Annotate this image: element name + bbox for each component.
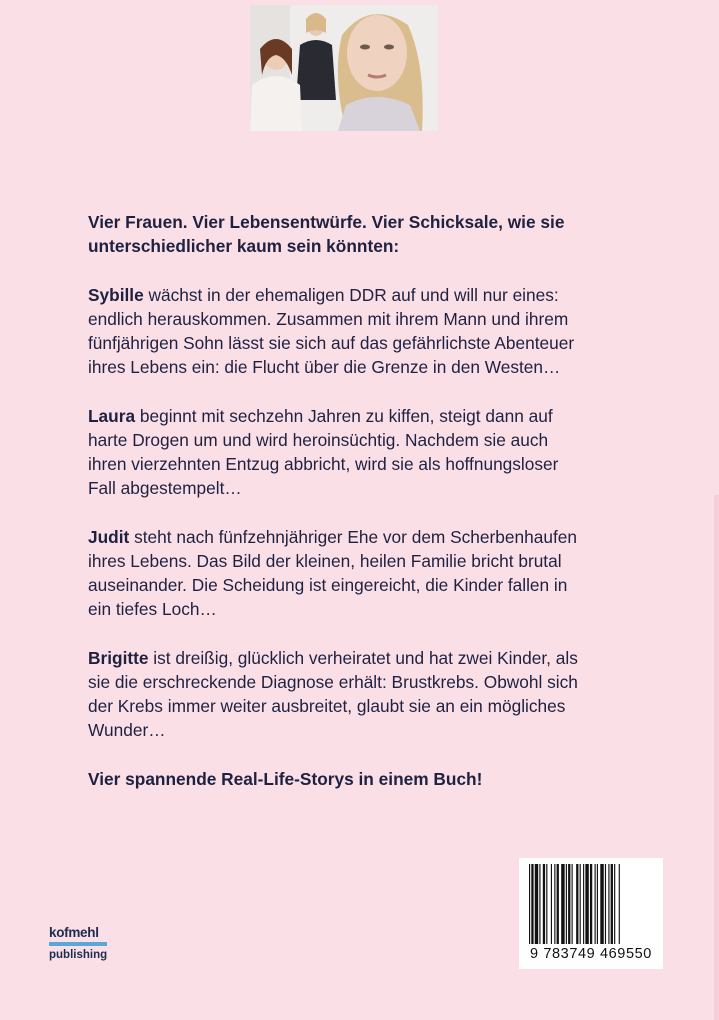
blurb-intro: Vier Frauen. Vier Lebensentwürfe. Vier Schicksale, wie sie unterschiedlicher kaum sein könnten: bbox=[88, 212, 565, 257]
publisher-subtitle: publishing bbox=[49, 949, 108, 961]
back-cover-blurb bbox=[88, 210, 588, 815]
story-name: Laura bbox=[88, 405, 136, 426]
story-text: steht nach fünfzehnjähriger Ehe vor dem Scherbenhaufen ihres Lebens. Das Bild der kleinen, heilen Familie bricht brutal auseinander. Die Scheidung ist eingereicht, die Kinder fallen in ein tiefes Loch… bbox=[88, 526, 577, 620]
logo-accent-bar bbox=[49, 942, 107, 946]
publisher-name: kofmehl bbox=[49, 925, 99, 940]
story-text: beginnt mit sechzehn Jahren zu kiffen, steigt dann auf harte Drogen um und wird heroinsüchtig. Nachdem sie auch ihren vierzehnten Entzug abbricht, wird sie als hoffnungsloser Fall abgestempelt… bbox=[88, 405, 559, 499]
isbn-number: 9 783749 469550 bbox=[530, 946, 652, 962]
story-sybille bbox=[88, 283, 588, 380]
story-judit bbox=[88, 525, 588, 622]
story-text: ist dreißig, glücklich verheiratet und hat zwei Kinder, als sie die erschreckende Diagnose erhält: Brustkrebs. Obwohl sich der Krebs immer weiter ausbreitet, glaubt sie an ein mögliches Wunder… bbox=[88, 647, 578, 741]
story-name: Brigitte bbox=[88, 647, 149, 668]
blurb-closing: Vier spannende Real-Life-Storys in einem Buch! bbox=[88, 768, 483, 789]
story-name: Judit bbox=[88, 526, 130, 547]
spine-edge bbox=[714, 495, 719, 1020]
story-text: wächst in der ehemaligen DDR auf und will nur eines: endlich herauskommen. Zusammen mit ihrem Mann und ihrem fünfjährigen Sohn lässt sie sich auf das gefährlichste Abenteuer ihres Lebens ein: die Flucht über die Grenze in den Westen… bbox=[88, 284, 575, 378]
barcode-bars bbox=[529, 864, 653, 946]
story-name: Sybille bbox=[88, 284, 144, 305]
isbn-barcode bbox=[519, 858, 663, 969]
story-brigitte bbox=[88, 646, 588, 743]
story-laura bbox=[88, 404, 588, 501]
publisher-logo bbox=[49, 925, 119, 970]
cover-photo bbox=[250, 5, 438, 131]
three-women-photo bbox=[250, 5, 438, 131]
